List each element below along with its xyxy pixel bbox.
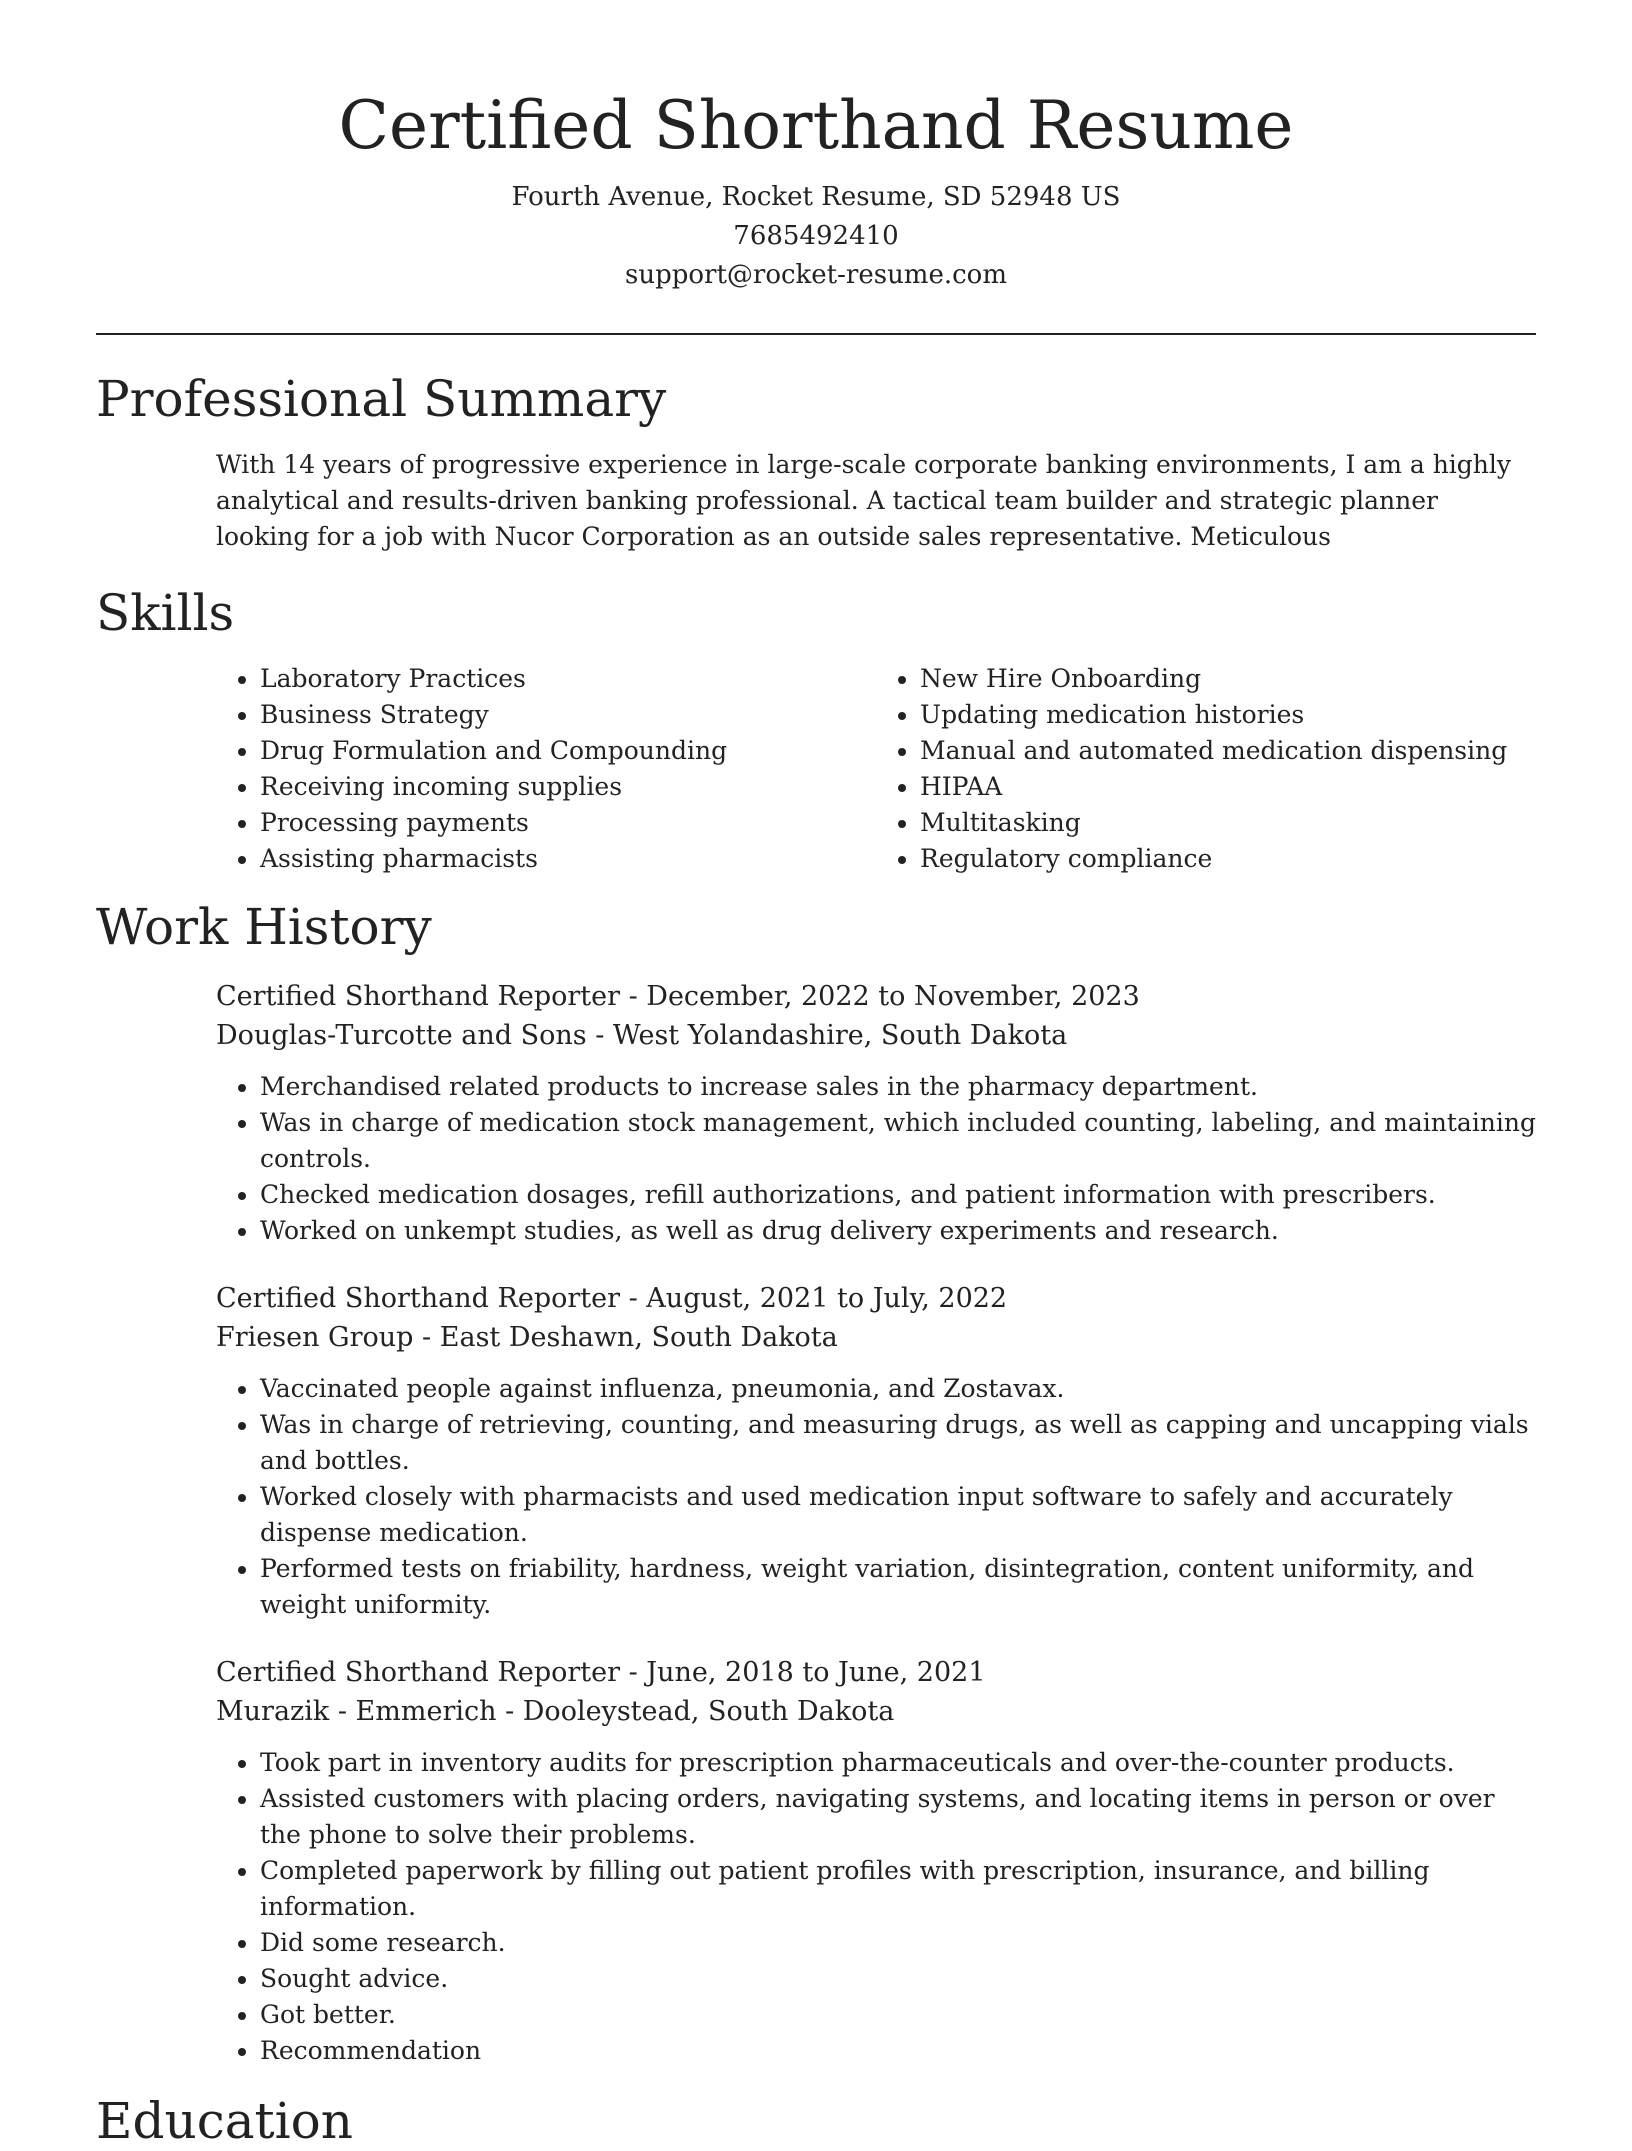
job-title-line bbox=[216, 977, 1536, 1016]
skills-section bbox=[96, 583, 1536, 877]
job-bullet: • Did some research. bbox=[260, 1925, 1536, 1961]
summary-heading: Professional Summary bbox=[96, 370, 667, 428]
contact-address: Fourth Avenue, Rocket Resume, SD 52948 US bbox=[511, 182, 1121, 212]
contact-email: support@rocket-resume.com bbox=[624, 260, 1007, 290]
job-company-line bbox=[216, 1318, 1536, 1357]
job-bullet: • Was in charge of retrieving, counting, and measuring drugs, as well as capping and uncapping vials and bottles. bbox=[260, 1407, 1536, 1479]
job-entry bbox=[216, 1279, 1536, 1623]
skill-item: • HIPAA bbox=[920, 769, 1536, 805]
job-location: - West Yolandashire, South Dakota bbox=[586, 1020, 1068, 1051]
job-bullet: • Checked medication dosages, refill authorizations, and patient information with prescribers. bbox=[260, 1177, 1536, 1213]
job-role: Certified Shorthand Reporter bbox=[216, 1283, 621, 1314]
skill-item: • Drug Formulation and Compounding bbox=[260, 733, 876, 769]
job-role: Certified Shorthand Reporter bbox=[216, 1657, 621, 1688]
job-bullets bbox=[216, 1745, 1536, 2069]
job-bullet: • Performed tests on friability, hardness, weight variation, disintegration, content uniformity, and weight uniformity. bbox=[260, 1551, 1536, 1623]
work-history-heading: Work History bbox=[96, 898, 432, 956]
skill-item: • Processing payments bbox=[260, 805, 876, 841]
job-bullets bbox=[216, 1371, 1536, 1623]
job-bullet: • Worked on unkempt studies, as well as drug delivery experiments and research. bbox=[260, 1213, 1536, 1249]
contact-phone: 7685492410 bbox=[733, 221, 899, 251]
job-bullet: • Assisted customers with placing orders, navigating systems, and locating items in person or over the phone to solve their problems. bbox=[260, 1781, 1536, 1853]
job-entry bbox=[216, 1653, 1536, 2069]
job-company: Murazik - Emmerich bbox=[216, 1696, 497, 1727]
job-entry bbox=[216, 977, 1536, 1249]
job-bullet: • Sought advice. bbox=[260, 1961, 1536, 1997]
job-bullet: • Worked closely with pharmacists and used medication input software to safely and accurately dispense medication. bbox=[260, 1479, 1536, 1551]
job-bullet: • Was in charge of medication stock management, which included counting, labeling, and maintaining controls. bbox=[260, 1105, 1536, 1177]
job-bullet: • Completed paperwork by filling out patient profiles with prescription, insurance, and billing information. bbox=[260, 1853, 1536, 1925]
skills-columns bbox=[216, 661, 1536, 877]
skills-list-left bbox=[216, 661, 876, 877]
education-heading: Education bbox=[96, 2092, 353, 2150]
work-history-section bbox=[96, 897, 1536, 2069]
skill-item: • Assisting pharmacists bbox=[260, 841, 876, 877]
resume-header bbox=[96, 0, 1536, 295]
job-bullet: • Got better. bbox=[260, 1997, 1536, 2033]
contact-block bbox=[96, 178, 1536, 295]
skill-item: • New Hire Onboarding bbox=[920, 661, 1536, 697]
summary-text: With 14 years of progressive experience in large-scale corporate banking environments, I am a highly analytical and results-driven banking professional. A tactical team builder and strategic planner looking for a job with Nucor Corporation as an outside sales representative. Meticulous bbox=[216, 450, 1512, 551]
skill-item: • Regulatory compliance bbox=[920, 841, 1536, 877]
job-bullet: • Vaccinated people against influenza, pneumonia, and Zostavax. bbox=[260, 1371, 1536, 1407]
job-bullet: • Merchandised related products to increase sales in the pharmacy department. bbox=[260, 1069, 1536, 1105]
summary-section bbox=[96, 369, 1536, 555]
skill-item: • Laboratory Practices bbox=[260, 661, 876, 697]
skill-item: • Receiving incoming supplies bbox=[260, 769, 876, 805]
job-role: Certified Shorthand Reporter bbox=[216, 981, 621, 1012]
job-company-line bbox=[216, 1016, 1536, 1055]
skill-item: • Updating medication histories bbox=[920, 697, 1536, 733]
job-bullets bbox=[216, 1069, 1536, 1249]
job-title-line bbox=[216, 1279, 1536, 1318]
skills-list-right bbox=[876, 661, 1536, 877]
resume-title: Certified Shorthand Resume bbox=[338, 87, 1294, 164]
skills-heading: Skills bbox=[96, 584, 235, 642]
job-location: - East Deshawn, South Dakota bbox=[413, 1322, 838, 1353]
job-dates: - August, 2021 to July, 2022 bbox=[620, 1283, 1008, 1314]
job-dates: - December, 2022 to November, 2023 bbox=[620, 981, 1140, 1012]
job-company-line bbox=[216, 1692, 1536, 1731]
header-divider bbox=[96, 333, 1536, 335]
job-company: Douglas-Turcotte and Sons bbox=[216, 1020, 587, 1051]
job-dates: - June, 2018 to June, 2021 bbox=[620, 1657, 986, 1688]
job-company: Friesen Group bbox=[216, 1322, 414, 1353]
job-bullet: • Recommendation bbox=[260, 2033, 1536, 2069]
skill-item: • Manual and automated medication dispensing bbox=[920, 733, 1536, 769]
job-bullet: • Took part in inventory audits for prescription pharmaceuticals and over-the-counter products. bbox=[260, 1745, 1536, 1781]
skill-item: • Multitasking bbox=[920, 805, 1536, 841]
skill-item: • Business Strategy bbox=[260, 697, 876, 733]
education-section bbox=[96, 2091, 1536, 2151]
job-title-line bbox=[216, 1653, 1536, 1692]
resume-page bbox=[96, 0, 1536, 2151]
job-location: - Dooleystead, South Dakota bbox=[496, 1696, 895, 1727]
